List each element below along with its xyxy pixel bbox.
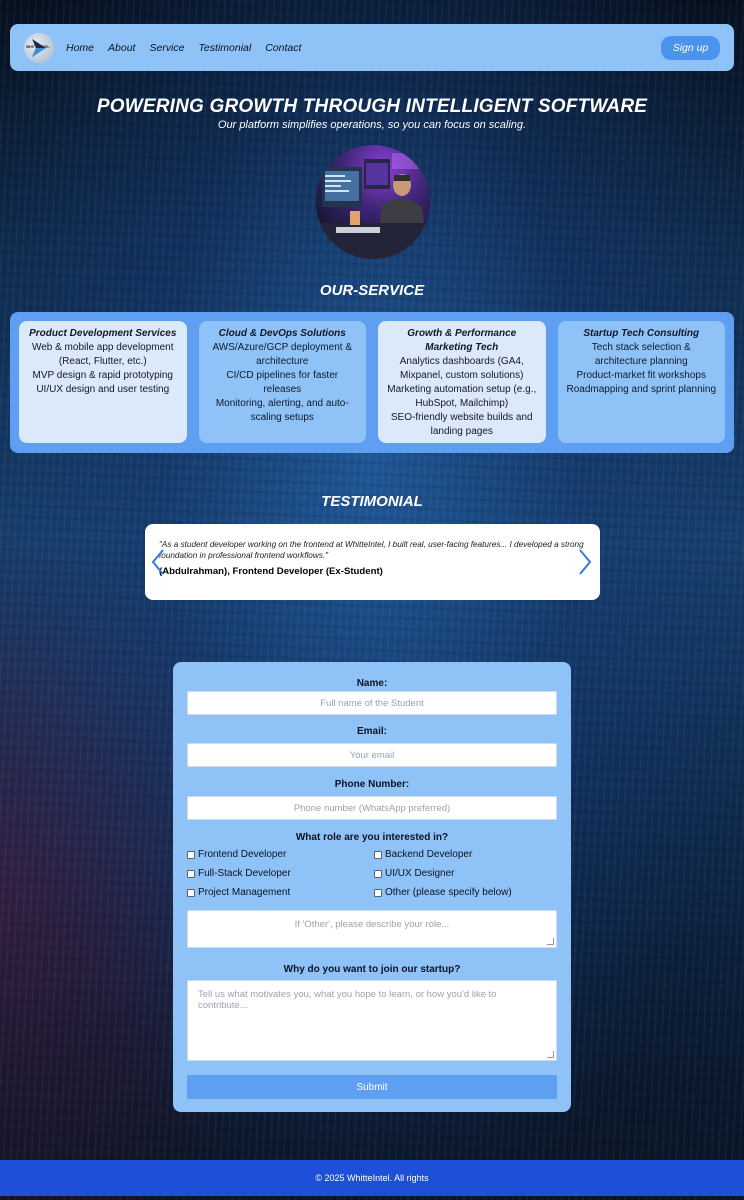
checkbox[interactable]: [187, 870, 195, 878]
next-arrow-icon[interactable]: [577, 548, 593, 576]
footer: [0, 1160, 744, 1196]
service-card-product-development: [19, 321, 187, 443]
role-option-other[interactable]: [374, 887, 512, 898]
navbar: [10, 24, 734, 71]
nav-link-service[interactable]: Service: [149, 41, 185, 54]
role-option-uiux[interactable]: [374, 868, 454, 879]
logo[interactable]: [24, 33, 54, 63]
testimonial-card: [145, 524, 600, 600]
service-item: UI/UX design and user testing: [36, 384, 170, 395]
role-option-label: Project Management: [198, 887, 291, 898]
application-form: [173, 662, 571, 1112]
name-label: Name:: [356, 678, 388, 689]
nav-link-testimonial[interactable]: Testimonial: [198, 41, 252, 54]
email-input[interactable]: Your email: [187, 743, 557, 767]
motivation-textarea[interactable]: Tell us what motivates you, what you hope to learn, or how you'd like to contribute...: [187, 980, 557, 1061]
email-label: Email:: [356, 726, 387, 737]
phone-label: Phone Number:: [334, 779, 410, 790]
name-input[interactable]: Full name of the Student: [187, 691, 557, 715]
service-item: Tech stack selection & architecture planning: [591, 342, 691, 367]
hero-title: POWERING GROWTH THROUGH INTELLIGENT SOFTWARE: [96, 96, 648, 117]
testimonial-quote: "As a student developer working on the frontend at WhitteIntel, I built real, user-facing features... I developed a strong foundation in professional frontend workflows.": [159, 540, 584, 560]
checkbox[interactable]: [187, 851, 195, 859]
role-option-backend[interactable]: [374, 849, 472, 860]
service-card-growth-marketing: [378, 321, 546, 443]
checkbox[interactable]: [187, 889, 195, 897]
service-card-title: Startup Tech Consulting: [583, 328, 700, 339]
hero-image: [316, 145, 430, 259]
other-role-textarea[interactable]: If 'Other', please describe your role...: [187, 910, 557, 948]
service-item: AWS/Azure/GCP deployment & architecture: [212, 342, 352, 367]
footer-copyright: © 2025 WhitteIntel. All rights: [315, 1173, 429, 1183]
nav-links: [66, 42, 301, 54]
nav-link-home[interactable]: Home: [66, 41, 95, 54]
service-item: CI/CD pipelines for faster releases: [226, 370, 339, 395]
logo-text: WHITTEINTEL: [26, 44, 50, 49]
submit-button[interactable]: Submit: [187, 1075, 557, 1099]
service-card-title: Cloud & DevOps Solutions: [218, 328, 346, 339]
nav-link-about[interactable]: About: [108, 41, 136, 54]
testimonial-title: TESTIMONIAL: [321, 493, 423, 510]
service-item: Marketing automation setup (e.g., HubSpot, Mailchimp): [387, 384, 537, 409]
role-option-label: Full-Stack Developer: [198, 868, 291, 879]
nav-link-contact[interactable]: Contact: [265, 41, 302, 54]
service-card-startup-consulting: [558, 321, 726, 443]
role-option-fullstack[interactable]: [187, 868, 291, 879]
service-card-title: Growth & Performance Marketing Tech: [407, 328, 517, 353]
role-option-label: UI/UX Designer: [385, 868, 455, 879]
why-label: Why do you want to join our startup?: [283, 964, 461, 975]
checkbox[interactable]: [374, 851, 382, 859]
services-panel: [10, 312, 734, 453]
role-option-label: Frontend Developer: [198, 849, 287, 860]
developer-workspace-image: [316, 145, 430, 259]
service-item: Product-market fit workshops: [576, 370, 706, 381]
testimonial-author: (Abdulrahman), Frontend Developer (Ex-Student): [159, 566, 383, 577]
service-item: SEO-friendly website builds and landing pages: [390, 412, 533, 437]
services-title: OUR-SERVICE: [319, 282, 425, 299]
role-option-label: Other (please specify below): [385, 887, 512, 898]
phone-input[interactable]: Phone number (WhatsApp preferred): [187, 796, 557, 820]
role-label: What role are you interested in?: [295, 832, 449, 843]
role-option-project-management[interactable]: [187, 887, 290, 898]
role-option-label: Backend Developer: [385, 849, 473, 860]
service-card-title: Product Development Services: [29, 328, 177, 339]
role-option-frontend[interactable]: [187, 849, 286, 860]
prev-arrow-icon[interactable]: [150, 548, 166, 576]
service-item: Roadmapping and sprint planning: [566, 384, 717, 395]
checkbox[interactable]: [374, 870, 382, 878]
service-item: Analytics dashboards (GA4, Mixpanel, custom solutions): [399, 356, 524, 381]
service-item: Monitoring, alerting, and auto-scaling setups: [215, 398, 349, 423]
service-item: MVP design & rapid prototyping: [32, 370, 173, 381]
service-item: Web & mobile app development (React, Flutter, etc.): [31, 342, 174, 367]
signup-button[interactable]: Sign up: [661, 36, 720, 60]
hero-subtitle: Our platform simplifies operations, so you can focus on scaling.: [217, 119, 527, 131]
checkbox[interactable]: [374, 889, 382, 897]
service-card-cloud-devops: [199, 321, 367, 443]
